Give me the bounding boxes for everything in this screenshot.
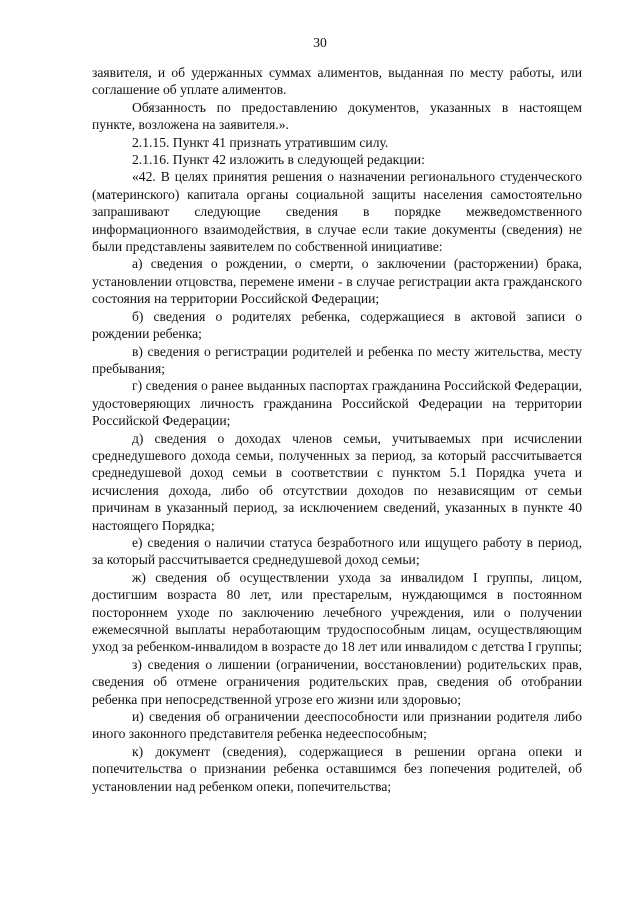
paragraph-1: заявителя, и об удержанных суммах алиментов, выданная по месту работы, или соглашение об уплате алиментов. bbox=[92, 65, 582, 98]
paragraph-14: и) сведения об ограничении дееспособности или признании родителя либо иного законного представителя ребенка недееспособным; bbox=[92, 709, 582, 742]
paragraph-4: 2.1.16. Пункт 42 изложить в следующей редакции: bbox=[132, 152, 425, 168]
page-number: 30 bbox=[313, 35, 327, 50]
paragraph-2: Обязанность по предоставлению документов, указанных в настоящем пункте, возложена на заявителя.». bbox=[92, 99, 582, 133]
paragraph-11: е) сведения о наличии статуса безработного или ищущего работу в период, за который рассчитывается среднедушевой доход семьи; bbox=[92, 534, 582, 568]
paragraph-3: 2.1.15. Пункт 41 признать утратившим силу. bbox=[132, 134, 389, 150]
paragraph-12: ж) сведения об осуществлении ухода за инвалидом I группы, лицом, достигшим возраста 80 лет, или престарелым, нуждающимся в постоянном постороннем уходе по заключению лечебного учреждения, или о получении ежемесячной выплаты неработающим трудоспособным лицам, осуществляющим уход за ребенком-инвалидом в возрасте до 18 лет или инвалидом с детства I группы; bbox=[92, 569, 583, 655]
paragraph-9: г) сведения о ранее выданных паспортах гражданина Российской Федерации, удостоверяющих личность гражданина Российской Федерации на территории Российской Федерации; bbox=[92, 378, 582, 429]
paragraph-5: «42. В целях принятия решения о назначении регионального студенческого (материнского) капитала органы социальной защиты населения самостоятельно запрашивают следующие сведения в порядке межведомственного информационного взаимодействия, в случае если такие документы (сведения) не были представлены заявителем по собственной инициативе: bbox=[92, 169, 582, 255]
paragraph-8: в) сведения о регистрации родителей и ребенка по месту жительства, месту пребывания; bbox=[92, 343, 582, 376]
paragraph-15: к) документ (сведения), содержащиеся в решении органа опеки и попечительства о признании ребенка оставшимся без попечения родителей, об установлении над ребенком опеки, попечительства; bbox=[92, 743, 582, 794]
paragraph-6: а) сведения о рождении, о смерти, о заключении (расторжении) брака, установлении отцовства, перемене имени - в случае регистрации акта гражданского состояния на территории Российской Федерации; bbox=[92, 256, 582, 307]
paragraph-7: б) сведения о родителях ребенка, содержащиеся в актовой записи о рождении ребенка; bbox=[92, 308, 582, 342]
paragraph-13: з) сведения о лишении (ограничении, восстановлении) родительских прав, сведения об отмене ограничения родительских прав, сведения об отобрании ребенка при непосредственной угрозе его жизни или здоровью; bbox=[92, 656, 582, 707]
paragraph-10: д) сведения о доходах членов семьи, учитываемых при исчислении среднедушевого дохода семьи, полученных за период, за который рассчитывается среднедушевой доход семьи в соответствии с пунктом 5.1 Порядка учета и исчисления дохода, либо об отсутствии доходов по независящим от семьи причинам в указанный период, за исключением сведений, указанных в пункте 40 настоящего Порядка; bbox=[92, 430, 582, 533]
document-body bbox=[92, 64, 582, 795]
